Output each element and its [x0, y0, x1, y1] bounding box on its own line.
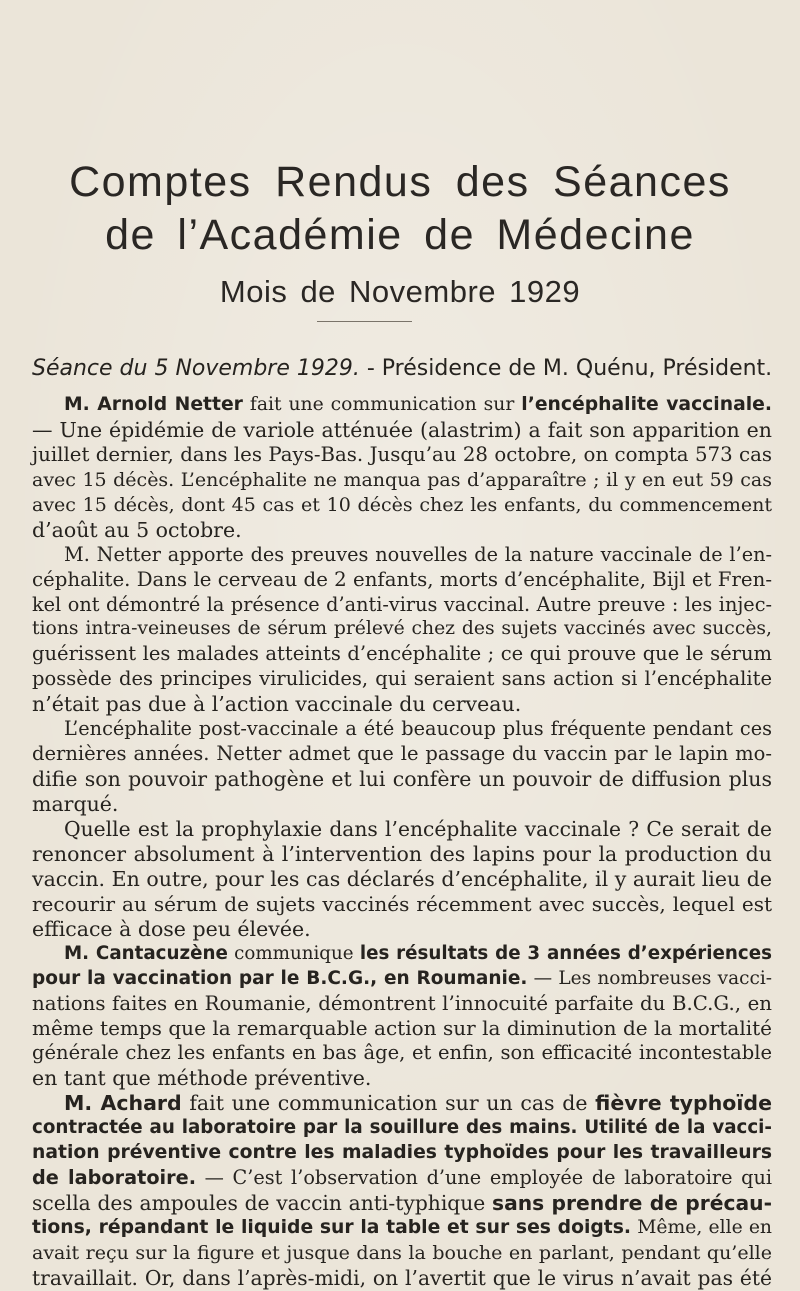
text-line	[32, 767, 772, 792]
text-line	[32, 867, 772, 892]
text-line	[32, 1041, 772, 1066]
text-run: fait une communication sur	[242, 394, 522, 415]
text-run: scella des ampoules de vaccin anti-typhique	[32, 1191, 493, 1215]
text-line	[32, 1141, 772, 1166]
text-line	[32, 1166, 772, 1191]
month-subtitle: Mois de Novembre 1929	[219, 274, 581, 309]
bold-text-run: l’encéphalite vaccinale.	[521, 394, 772, 415]
text-run: efficace à dose peu élevée.	[32, 916, 311, 941]
text-line	[32, 967, 772, 992]
journal-title-line1: Comptes Rendus des Séances	[69, 158, 731, 206]
bold-text-run: M. Achard	[64, 1091, 182, 1116]
session-presidence: - Présidence de M. Quénu, Président.	[359, 356, 773, 381]
text-run: céphalite. Dans le cerveau de 2 enfants, morts d’encéphalite, Bijl et Fren-	[32, 567, 772, 591]
bold-text-run: M. Cantacuzène	[64, 942, 228, 964]
text-run: L’encéphalite post-vaccinale a été beaucoup plus fréquente pendant ces	[64, 717, 772, 741]
text-line	[32, 493, 772, 518]
bold-text-run: fièvre typhoïde	[595, 1091, 772, 1116]
bold-text-run: tions, répandant le liquide sur la table et sur ses doigts.	[32, 1216, 632, 1238]
text-line	[32, 1191, 772, 1216]
text-run: juillet dernier, dans les Pays-Bas. Jusqu’au 28 octobre, on compta 573 cas	[32, 442, 772, 466]
text-line	[32, 842, 772, 867]
text-run: n’était pas due à l’action vaccinale du cerveau.	[32, 692, 522, 717]
text-run: difie son pouvoir pathogène et lui confère un pouvoir de diffusion plus	[32, 767, 772, 792]
bold-text-run: nation préventive contre les maladies typhoïdes pour les travailleurs	[32, 1142, 772, 1164]
text-line	[32, 1241, 772, 1266]
text-line	[32, 742, 772, 767]
text-line	[32, 568, 772, 593]
text-run: avec 15 décès. L’encéphalite ne manqua pas d’apparaître ; il y en eut 59 cas	[32, 468, 772, 491]
text-line	[32, 1116, 772, 1141]
text-line	[32, 593, 772, 618]
text-line	[32, 1216, 772, 1241]
text-line	[32, 692, 772, 717]
body-text	[32, 393, 772, 1291]
session-heading	[32, 356, 782, 381]
text-run: dernières années. Netter admet que le passage du vaccin par le lapin mo-	[32, 742, 772, 766]
text-line	[32, 817, 772, 842]
text-line	[32, 642, 772, 667]
bold-text-run: M. Arnold Netter	[64, 394, 243, 415]
text-run: Quelle est la prophylaxie dans l’encéphalite vaccinale ? Ce serait de	[64, 816, 772, 841]
text-line	[32, 1266, 772, 1291]
text-line	[32, 942, 772, 967]
bold-text-run: les résultats de 3 années d’expériences	[359, 942, 772, 964]
text-line	[32, 543, 772, 568]
text-run: — Une épidémie de variole atténuée (alastrim) a fait son apparition en	[32, 417, 772, 442]
text-line	[32, 518, 772, 543]
text-run: fait une communication sur un cas de	[181, 1091, 596, 1116]
text-run: kel ont démontré la présence d’anti-virus vaccinal. Autre preuve : les injec-	[32, 592, 772, 616]
text-line	[32, 418, 772, 443]
bold-text-run: sans prendre de précau-	[492, 1191, 772, 1215]
bold-text-run: de laboratoire.	[32, 1166, 197, 1190]
text-run: — C’est l’observation d’une employée de laboratoire qui	[196, 1166, 772, 1190]
text-line	[32, 892, 772, 917]
text-line	[32, 1091, 772, 1116]
text-line	[32, 393, 772, 418]
text-line	[32, 1066, 772, 1091]
text-run: générale chez les enfants en bas âge, et enfin, son efficacité incontestable	[32, 1041, 772, 1065]
text-run: — Les nombreuses vacci-	[527, 967, 772, 989]
text-run: renoncer absolument à l’intervention des lapins pour la production du	[32, 841, 772, 866]
text-run: travaillait. Or, dans l’après-midi, on l’avertit que le virus n’avait pas été	[32, 1265, 772, 1290]
text-run: avec 15 décès, dont 45 cas et 10 décès chez les enfants, du commencement	[32, 493, 772, 516]
session-date: Séance du 5 Novembre 1929.	[32, 356, 360, 381]
text-run: nations faites en Roumanie, démontrent l’innocuité parfaite du B.C.G., en	[32, 991, 772, 1015]
text-run: Même, elle en	[631, 1216, 772, 1238]
text-run: en tant que méthode préventive.	[32, 1066, 372, 1091]
text-run: marqué.	[32, 792, 119, 816]
title-divider	[317, 321, 412, 322]
text-line	[32, 992, 772, 1017]
text-line	[32, 443, 772, 468]
journal-title-line2: de l’Académie de Médecine	[105, 211, 695, 259]
text-run: même temps que la remarquable action sur la diminution de la mortalité	[32, 1016, 772, 1041]
text-run: vaccin. En outre, pour les cas déclarés d’encéphalite, il y aurait lieu de	[32, 866, 772, 891]
text-run: possède des principes virulicides, qui seraient sans action si l’encéphalite	[32, 667, 772, 691]
text-line	[32, 717, 772, 742]
text-line	[32, 917, 772, 942]
bold-text-run: pour la vaccination par le B.C.G., en Roumanie.	[32, 967, 528, 989]
text-line	[32, 667, 772, 692]
text-run: recourir au sérum de sujets vaccinés récemment avec succès, lequel est	[32, 891, 772, 916]
text-line	[32, 1016, 772, 1041]
text-run: M. Netter apporte des preuves nouvelles de la nature vaccinale de l’en-	[64, 542, 772, 566]
bold-text-run: contractée au laboratoire par la souillure des mains. Utilité de la vacci-	[32, 1117, 772, 1139]
text-run: tions intra-veineuses de sérum prélevé chez des sujets vaccinés avec succès,	[32, 618, 772, 640]
text-run: guérissent les malades atteints d’encéphalite ; ce qui prouve que le sérum	[32, 642, 772, 666]
text-run: communique	[227, 942, 360, 964]
text-line	[32, 468, 772, 493]
text-line	[32, 792, 772, 817]
text-line	[32, 617, 772, 642]
text-run: avait reçu sur la figure et jusque dans la bouche en parlant, pendant qu’elle	[32, 1241, 772, 1264]
text-run: d’août au 5 octobre.	[32, 517, 242, 542]
